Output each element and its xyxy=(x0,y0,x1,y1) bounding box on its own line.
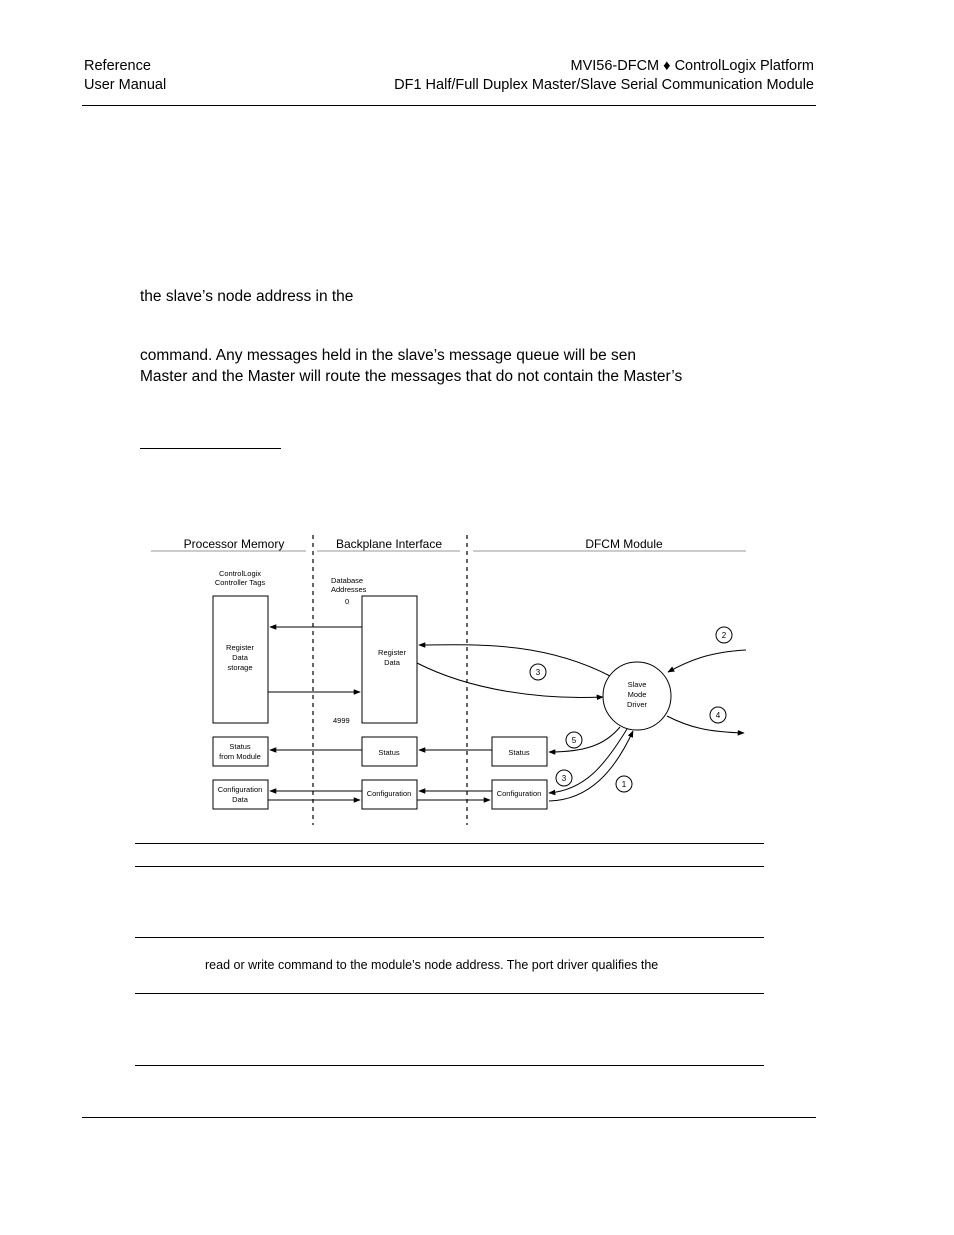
step-3b-label: 3 xyxy=(561,774,567,783)
header-user-manual: User Manual xyxy=(84,77,167,93)
step-3a-marker xyxy=(530,664,546,680)
arrow-outgoing-response xyxy=(667,716,744,733)
driver-label-1: Slave xyxy=(627,680,647,689)
register-storage-label-2: Data xyxy=(232,653,248,662)
col-backplane-interface: Backplane Interface xyxy=(335,537,443,551)
db-start: 0 xyxy=(345,597,350,606)
arrow-register-to-driver xyxy=(417,663,603,698)
step-1-marker xyxy=(616,776,632,792)
db-label-1: Database xyxy=(331,576,364,585)
register-storage-label-3: storage xyxy=(227,663,253,672)
table-rule-4 xyxy=(135,993,764,994)
config-data-label-1: Configuration xyxy=(217,785,263,794)
step-4-label: 4 xyxy=(715,711,721,720)
status-module-label: Status xyxy=(508,748,530,757)
body-line-3: Master and the Master will route the messages that do not contain the Master’s xyxy=(140,368,683,385)
header-product: MVI56-DFCM ♦ ControlLogix Platform xyxy=(570,58,814,74)
status-from-label-1: Status xyxy=(229,742,251,751)
status-from-label-2: from Module xyxy=(219,752,261,761)
footer-rule xyxy=(82,1117,816,1118)
step-2-label: 2 xyxy=(721,631,727,640)
arrow-incoming-request xyxy=(668,650,746,672)
step-3a-label: 3 xyxy=(535,668,541,677)
col-dfcm-module: DFCM Module xyxy=(585,537,663,551)
step-3b-marker xyxy=(556,770,572,786)
driver-label-2: Mode xyxy=(627,690,647,699)
step-1-label: 1 xyxy=(621,780,627,789)
col-processor-memory: Processor Memory xyxy=(183,537,285,551)
table-rule-2 xyxy=(135,866,764,867)
step-5-label: 5 xyxy=(571,736,577,745)
arrow-driver-to-register xyxy=(419,645,610,676)
table-rule-3 xyxy=(135,937,764,938)
register-data-label-2: Data xyxy=(384,658,400,667)
tags-label-2: Controller Tags xyxy=(214,578,266,587)
arrow-driver-to-status xyxy=(549,727,620,752)
header-reference: Reference xyxy=(84,58,151,74)
config-module-label: Configuration xyxy=(496,789,542,798)
register-storage-label-1: Register xyxy=(226,643,254,652)
driver-label-3: Driver xyxy=(627,700,647,709)
db-label-2: Addresses xyxy=(331,585,367,594)
body-line-2: command. Any messages held in the slave’s message queue will be sen xyxy=(140,347,636,364)
status-backplane-label: Status xyxy=(378,748,400,757)
body-line-1: the slave’s node address in the xyxy=(140,288,354,305)
table-row-text: read or write command to the module’s node address. The port driver qualifies the xyxy=(205,958,659,972)
table-rule-1 xyxy=(135,843,764,844)
register-data-label-1: Register xyxy=(378,648,406,657)
header-module-title: DF1 Half/Full Duplex Master/Slave Serial Communication Module xyxy=(394,77,814,93)
tags-label-1: ControlLogix xyxy=(218,569,262,578)
step-4-marker xyxy=(710,707,726,723)
config-data-label-2: Data xyxy=(232,795,248,804)
step-2-marker xyxy=(716,627,732,643)
table-rule-5 xyxy=(135,1065,764,1066)
step-5-marker xyxy=(566,732,582,748)
db-end: 4999 xyxy=(333,716,350,725)
config-backplane-label: Configuration xyxy=(366,789,412,798)
